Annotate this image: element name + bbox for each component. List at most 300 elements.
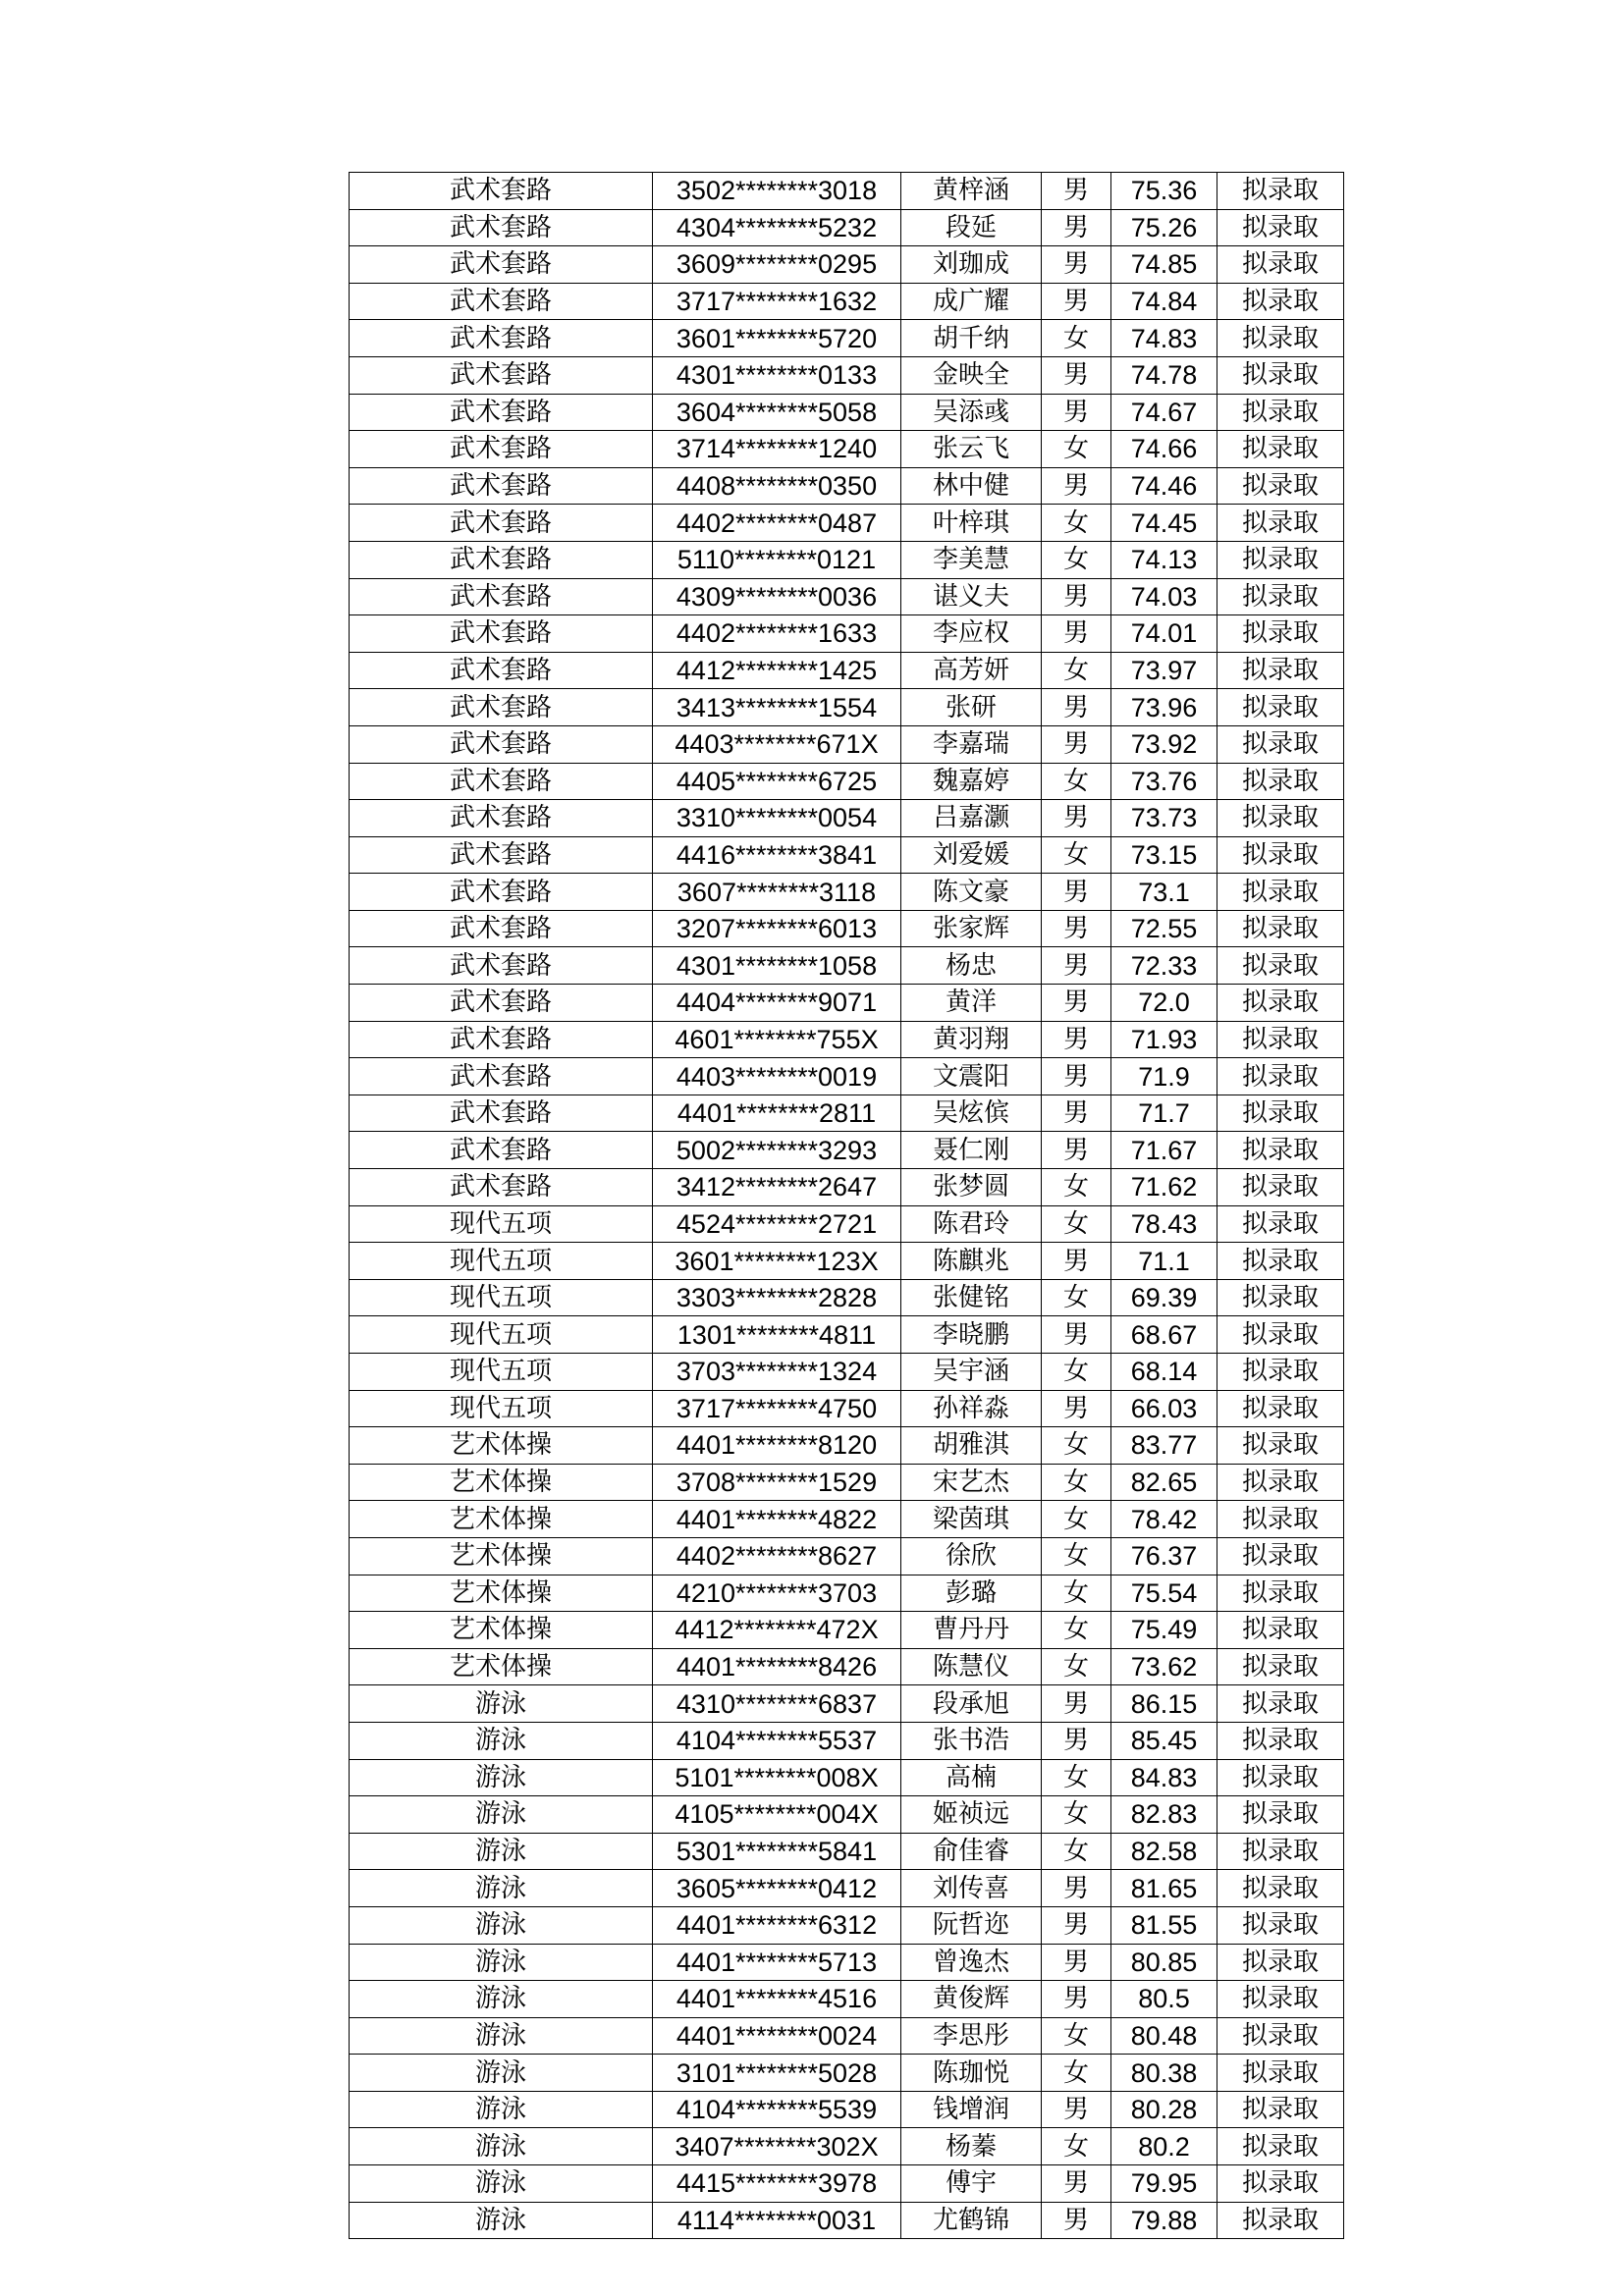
score-cell: 74.03 — [1111, 578, 1217, 615]
student-name-cell: 尤鹤锦 — [901, 2202, 1042, 2239]
sport-cell: 武术套路 — [350, 1058, 653, 1095]
gender-cell: 男 — [1042, 246, 1111, 284]
id-number-cell: 3207********6013 — [653, 910, 901, 947]
sport-cell: 游泳 — [350, 1759, 653, 1796]
result-cell: 拟录取 — [1217, 836, 1344, 874]
gender-cell: 女 — [1042, 1464, 1111, 1501]
score-cell: 80.2 — [1111, 2128, 1217, 2165]
sport-cell: 游泳 — [350, 1906, 653, 1944]
student-name-cell: 陈君玲 — [901, 1205, 1042, 1243]
id-number-cell: 4415********3978 — [653, 2165, 901, 2203]
id-number-cell: 4402********1633 — [653, 615, 901, 653]
result-cell: 拟录取 — [1217, 763, 1344, 800]
student-name-cell: 姬祯远 — [901, 1796, 1042, 1834]
result-cell: 拟录取 — [1217, 246, 1344, 284]
table-row — [350, 1464, 1344, 1501]
score-cell: 71.7 — [1111, 1095, 1217, 1132]
sport-cell: 武术套路 — [350, 1021, 653, 1058]
score-cell: 73.1 — [1111, 874, 1217, 911]
student-name-cell: 黄俊辉 — [901, 1981, 1042, 2018]
score-cell: 71.9 — [1111, 1058, 1217, 1095]
student-name-cell: 陈麒兆 — [901, 1243, 1042, 1280]
student-name-cell: 吴添彧 — [901, 394, 1042, 431]
score-cell: 73.97 — [1111, 652, 1217, 689]
student-name-cell: 胡千纳 — [901, 320, 1042, 357]
score-cell: 74.01 — [1111, 615, 1217, 653]
score-cell: 73.96 — [1111, 689, 1217, 726]
id-number-cell: 3717********4750 — [653, 1390, 901, 1427]
sport-cell: 游泳 — [350, 2202, 653, 2239]
table-row — [350, 1095, 1344, 1132]
sport-cell: 武术套路 — [350, 800, 653, 837]
student-name-cell: 李嘉瑞 — [901, 725, 1042, 763]
table-row — [350, 1759, 1344, 1796]
sport-cell: 武术套路 — [350, 431, 653, 468]
sport-cell: 武术套路 — [350, 246, 653, 284]
gender-cell: 女 — [1042, 541, 1111, 578]
table-row — [350, 1390, 1344, 1427]
gender-cell: 男 — [1042, 1243, 1111, 1280]
student-name-cell: 黄梓涵 — [901, 173, 1042, 210]
student-name-cell: 李应权 — [901, 615, 1042, 653]
result-cell: 拟录取 — [1217, 689, 1344, 726]
table-row — [350, 652, 1344, 689]
student-name-cell: 杨蓁 — [901, 2128, 1042, 2165]
score-cell: 72.55 — [1111, 910, 1217, 947]
gender-cell: 女 — [1042, 2128, 1111, 2165]
table-row — [350, 1981, 1344, 2018]
id-number-cell: 4408********0350 — [653, 467, 901, 505]
result-cell: 拟录取 — [1217, 725, 1344, 763]
student-name-cell: 徐欣 — [901, 1537, 1042, 1575]
student-name-cell: 曾逸杰 — [901, 1944, 1042, 1981]
student-name-cell: 成广耀 — [901, 283, 1042, 320]
score-cell: 72.33 — [1111, 947, 1217, 985]
table-row — [350, 1796, 1344, 1834]
result-cell: 拟录取 — [1217, 1906, 1344, 1944]
gender-cell: 女 — [1042, 1501, 1111, 1538]
id-number-cell: 4309********0036 — [653, 578, 901, 615]
score-cell: 68.14 — [1111, 1354, 1217, 1391]
sport-cell: 艺术体操 — [350, 1648, 653, 1685]
student-name-cell: 陈文豪 — [901, 874, 1042, 911]
score-cell: 68.67 — [1111, 1316, 1217, 1354]
student-name-cell: 吕嘉灏 — [901, 800, 1042, 837]
score-cell: 83.77 — [1111, 1427, 1217, 1465]
gender-cell: 女 — [1042, 505, 1111, 542]
student-name-cell: 李美慧 — [901, 541, 1042, 578]
student-name-cell: 刘传喜 — [901, 1870, 1042, 1907]
student-name-cell: 刘爱媛 — [901, 836, 1042, 874]
result-cell: 拟录取 — [1217, 1354, 1344, 1391]
result-cell: 拟录取 — [1217, 1427, 1344, 1465]
sport-cell: 武术套路 — [350, 615, 653, 653]
id-number-cell: 3714********1240 — [653, 431, 901, 468]
student-name-cell: 陈慧仪 — [901, 1648, 1042, 1685]
result-cell: 拟录取 — [1217, 985, 1344, 1022]
sport-cell: 游泳 — [350, 1870, 653, 1907]
student-name-cell: 黄羽翔 — [901, 1021, 1042, 1058]
id-number-cell: 5301********5841 — [653, 1833, 901, 1870]
gender-cell: 男 — [1042, 1685, 1111, 1723]
id-number-cell: 5002********3293 — [653, 1132, 901, 1169]
student-name-cell: 魏嘉婷 — [901, 763, 1042, 800]
student-name-cell: 文震阳 — [901, 1058, 1042, 1095]
gender-cell: 男 — [1042, 1981, 1111, 2018]
gender-cell: 男 — [1042, 1722, 1111, 1759]
id-number-cell: 4405********6725 — [653, 763, 901, 800]
score-cell: 76.37 — [1111, 1537, 1217, 1575]
sport-cell: 武术套路 — [350, 1169, 653, 1206]
table-row — [350, 910, 1344, 947]
score-cell: 79.88 — [1111, 2202, 1217, 2239]
student-name-cell: 张研 — [901, 689, 1042, 726]
student-name-cell: 谌义夫 — [901, 578, 1042, 615]
table-row — [350, 1870, 1344, 1907]
result-cell: 拟录取 — [1217, 947, 1344, 985]
result-cell: 拟录取 — [1217, 1501, 1344, 1538]
sport-cell: 艺术体操 — [350, 1612, 653, 1649]
result-cell: 拟录取 — [1217, 910, 1344, 947]
sport-cell: 游泳 — [350, 2091, 653, 2128]
gender-cell: 男 — [1042, 2091, 1111, 2128]
sport-cell: 武术套路 — [350, 505, 653, 542]
gender-cell: 男 — [1042, 394, 1111, 431]
student-name-cell: 曹丹丹 — [901, 1612, 1042, 1649]
student-name-cell: 段延 — [901, 209, 1042, 246]
id-number-cell: 4301********0133 — [653, 356, 901, 394]
table-row — [350, 505, 1344, 542]
sport-cell: 游泳 — [350, 1833, 653, 1870]
score-cell: 75.36 — [1111, 173, 1217, 210]
sport-cell: 现代五项 — [350, 1205, 653, 1243]
student-name-cell: 俞佳睿 — [901, 1833, 1042, 1870]
result-cell: 拟录取 — [1217, 1944, 1344, 1981]
score-cell: 71.67 — [1111, 1132, 1217, 1169]
id-number-cell: 4601********755X — [653, 1021, 901, 1058]
id-number-cell: 3607********3118 — [653, 874, 901, 911]
id-number-cell: 4310********6837 — [653, 1685, 901, 1723]
id-number-cell: 3413********1554 — [653, 689, 901, 726]
gender-cell: 男 — [1042, 209, 1111, 246]
score-cell: 82.58 — [1111, 1833, 1217, 1870]
student-name-cell: 张家辉 — [901, 910, 1042, 947]
sport-cell: 武术套路 — [350, 283, 653, 320]
result-cell: 拟录取 — [1217, 1648, 1344, 1685]
table-row — [350, 173, 1344, 210]
result-cell: 拟录取 — [1217, 1870, 1344, 1907]
result-cell: 拟录取 — [1217, 467, 1344, 505]
id-number-cell: 4114********0031 — [653, 2202, 901, 2239]
id-number-cell: 4401********8426 — [653, 1648, 901, 1685]
id-number-cell: 3101********5028 — [653, 2055, 901, 2092]
student-name-cell: 吴炫傧 — [901, 1095, 1042, 1132]
id-number-cell: 4412********1425 — [653, 652, 901, 689]
student-name-cell: 张云飞 — [901, 431, 1042, 468]
student-name-cell: 吴宇涵 — [901, 1354, 1042, 1391]
gender-cell: 男 — [1042, 947, 1111, 985]
table-row — [350, 689, 1344, 726]
result-cell: 拟录取 — [1217, 1537, 1344, 1575]
sport-cell: 武术套路 — [350, 1095, 653, 1132]
score-cell: 75.54 — [1111, 1575, 1217, 1612]
table-row — [350, 1906, 1344, 1944]
id-number-cell: 3407********302X — [653, 2128, 901, 2165]
gender-cell: 男 — [1042, 725, 1111, 763]
gender-cell: 男 — [1042, 2202, 1111, 2239]
gender-cell: 男 — [1042, 1132, 1111, 1169]
score-cell: 74.13 — [1111, 541, 1217, 578]
table-row — [350, 541, 1344, 578]
score-cell: 74.78 — [1111, 356, 1217, 394]
sport-cell: 游泳 — [350, 1981, 653, 2018]
score-cell: 86.15 — [1111, 1685, 1217, 1723]
score-cell: 66.03 — [1111, 1390, 1217, 1427]
sport-cell: 武术套路 — [350, 763, 653, 800]
sport-cell: 现代五项 — [350, 1354, 653, 1391]
table-row — [350, 1944, 1344, 1981]
student-name-cell: 黄洋 — [901, 985, 1042, 1022]
gender-cell: 女 — [1042, 836, 1111, 874]
sport-cell: 艺术体操 — [350, 1464, 653, 1501]
sport-cell: 艺术体操 — [350, 1427, 653, 1465]
gender-cell: 男 — [1042, 173, 1111, 210]
student-name-cell: 孙祥淼 — [901, 1390, 1042, 1427]
table-row — [350, 1575, 1344, 1612]
sport-cell: 游泳 — [350, 2165, 653, 2203]
result-cell: 拟录取 — [1217, 173, 1344, 210]
gender-cell: 女 — [1042, 2017, 1111, 2055]
table-row — [350, 947, 1344, 985]
score-cell: 71.93 — [1111, 1021, 1217, 1058]
score-cell: 85.45 — [1111, 1722, 1217, 1759]
result-cell: 拟录取 — [1217, 1390, 1344, 1427]
result-cell: 拟录取 — [1217, 1981, 1344, 2018]
score-cell: 80.38 — [1111, 2055, 1217, 2092]
table-row — [350, 283, 1344, 320]
id-number-cell: 3604********5058 — [653, 394, 901, 431]
gender-cell: 男 — [1042, 1021, 1111, 1058]
result-cell: 拟录取 — [1217, 874, 1344, 911]
table-row — [350, 246, 1344, 284]
score-cell: 69.39 — [1111, 1279, 1217, 1316]
sport-cell: 现代五项 — [350, 1243, 653, 1280]
student-name-cell: 陈珈悦 — [901, 2055, 1042, 2092]
gender-cell: 男 — [1042, 910, 1111, 947]
score-cell: 71.1 — [1111, 1243, 1217, 1280]
id-number-cell: 3605********0412 — [653, 1870, 901, 1907]
table-row — [350, 1021, 1344, 1058]
gender-cell: 男 — [1042, 1316, 1111, 1354]
table-body — [350, 173, 1344, 2239]
id-number-cell: 4301********1058 — [653, 947, 901, 985]
sport-cell: 武术套路 — [350, 209, 653, 246]
sport-cell: 艺术体操 — [350, 1537, 653, 1575]
table-row — [350, 1501, 1344, 1538]
table-row — [350, 874, 1344, 911]
result-cell: 拟录取 — [1217, 2165, 1344, 2203]
sport-cell: 武术套路 — [350, 356, 653, 394]
id-number-cell: 4210********3703 — [653, 1575, 901, 1612]
table-row — [350, 2017, 1344, 2055]
table-row — [350, 431, 1344, 468]
gender-cell: 女 — [1042, 1612, 1111, 1649]
gender-cell: 女 — [1042, 1205, 1111, 1243]
id-number-cell: 4401********4822 — [653, 1501, 901, 1538]
score-cell: 75.49 — [1111, 1612, 1217, 1649]
student-name-cell: 傅宇 — [901, 2165, 1042, 2203]
result-cell: 拟录取 — [1217, 431, 1344, 468]
sport-cell: 武术套路 — [350, 874, 653, 911]
id-number-cell: 3412********2647 — [653, 1169, 901, 1206]
gender-cell: 女 — [1042, 763, 1111, 800]
student-name-cell: 宋艺杰 — [901, 1464, 1042, 1501]
result-cell: 拟录取 — [1217, 800, 1344, 837]
result-cell: 拟录取 — [1217, 1575, 1344, 1612]
admission-list-table — [349, 172, 1344, 2239]
id-number-cell: 4304********5232 — [653, 209, 901, 246]
student-name-cell: 张健铭 — [901, 1279, 1042, 1316]
score-cell: 73.15 — [1111, 836, 1217, 874]
table-row — [350, 209, 1344, 246]
table-row — [350, 800, 1344, 837]
id-number-cell: 4401********6312 — [653, 1906, 901, 1944]
id-number-cell: 3303********2828 — [653, 1279, 901, 1316]
id-number-cell: 4524********2721 — [653, 1205, 901, 1243]
id-number-cell: 1301********4811 — [653, 1316, 901, 1354]
student-name-cell: 胡雅淇 — [901, 1427, 1042, 1465]
result-cell: 拟录取 — [1217, 2017, 1344, 2055]
result-cell: 拟录取 — [1217, 1243, 1344, 1280]
student-name-cell: 刘珈成 — [901, 246, 1042, 284]
table-row — [350, 725, 1344, 763]
student-name-cell: 李思彤 — [901, 2017, 1042, 2055]
table-row — [350, 1132, 1344, 1169]
id-number-cell: 4403********0019 — [653, 1058, 901, 1095]
id-number-cell: 3502********3018 — [653, 173, 901, 210]
score-cell: 80.28 — [1111, 2091, 1217, 2128]
id-number-cell: 4402********0487 — [653, 505, 901, 542]
id-number-cell: 4401********5713 — [653, 1944, 901, 1981]
sport-cell: 武术套路 — [350, 394, 653, 431]
gender-cell: 男 — [1042, 467, 1111, 505]
result-cell: 拟录取 — [1217, 1058, 1344, 1095]
result-cell: 拟录取 — [1217, 283, 1344, 320]
result-cell: 拟录取 — [1217, 2128, 1344, 2165]
result-cell: 拟录取 — [1217, 356, 1344, 394]
gender-cell: 女 — [1042, 1537, 1111, 1575]
gender-cell: 女 — [1042, 652, 1111, 689]
student-name-cell: 段承旭 — [901, 1685, 1042, 1723]
gender-cell: 女 — [1042, 1833, 1111, 1870]
table-row — [350, 1427, 1344, 1465]
result-cell: 拟录取 — [1217, 2091, 1344, 2128]
result-cell: 拟录取 — [1217, 1316, 1344, 1354]
table-row — [350, 1279, 1344, 1316]
id-number-cell: 3717********1632 — [653, 283, 901, 320]
score-cell: 80.48 — [1111, 2017, 1217, 2055]
result-cell: 拟录取 — [1217, 1759, 1344, 1796]
table-row — [350, 1205, 1344, 1243]
score-cell: 74.83 — [1111, 320, 1217, 357]
score-cell: 84.83 — [1111, 1759, 1217, 1796]
student-name-cell: 张梦圆 — [901, 1169, 1042, 1206]
score-cell: 74.85 — [1111, 246, 1217, 284]
table-row — [350, 394, 1344, 431]
gender-cell: 女 — [1042, 320, 1111, 357]
student-name-cell: 钱增润 — [901, 2091, 1042, 2128]
result-cell: 拟录取 — [1217, 1685, 1344, 1723]
table-row — [350, 1169, 1344, 1206]
sport-cell: 艺术体操 — [350, 1501, 653, 1538]
score-cell: 74.84 — [1111, 283, 1217, 320]
sport-cell: 武术套路 — [350, 652, 653, 689]
table-row — [350, 467, 1344, 505]
gender-cell: 男 — [1042, 356, 1111, 394]
score-cell: 74.45 — [1111, 505, 1217, 542]
score-cell: 79.95 — [1111, 2165, 1217, 2203]
result-cell: 拟录取 — [1217, 2202, 1344, 2239]
id-number-cell: 4104********5537 — [653, 1722, 901, 1759]
gender-cell: 女 — [1042, 1427, 1111, 1465]
sport-cell: 武术套路 — [350, 1132, 653, 1169]
score-cell: 74.66 — [1111, 431, 1217, 468]
sport-cell: 武术套路 — [350, 467, 653, 505]
id-number-cell: 3703********1324 — [653, 1354, 901, 1391]
sport-cell: 现代五项 — [350, 1279, 653, 1316]
sport-cell: 武术套路 — [350, 947, 653, 985]
table-row — [350, 2055, 1344, 2092]
sport-cell: 现代五项 — [350, 1390, 653, 1427]
student-name-cell: 彭璐 — [901, 1575, 1042, 1612]
table-row — [350, 2128, 1344, 2165]
sport-cell: 武术套路 — [350, 173, 653, 210]
gender-cell: 男 — [1042, 578, 1111, 615]
sport-cell: 艺术体操 — [350, 1575, 653, 1612]
gender-cell: 女 — [1042, 1354, 1111, 1391]
result-cell: 拟录取 — [1217, 1169, 1344, 1206]
student-name-cell: 李晓鹏 — [901, 1316, 1042, 1354]
gender-cell: 男 — [1042, 1095, 1111, 1132]
score-cell: 73.76 — [1111, 763, 1217, 800]
gender-cell: 男 — [1042, 1058, 1111, 1095]
table-row — [350, 763, 1344, 800]
table-row — [350, 320, 1344, 357]
table-row — [350, 2091, 1344, 2128]
id-number-cell: 4401********4516 — [653, 1981, 901, 2018]
result-cell: 拟录取 — [1217, 394, 1344, 431]
result-cell: 拟录取 — [1217, 209, 1344, 246]
score-cell: 73.73 — [1111, 800, 1217, 837]
result-cell: 拟录取 — [1217, 541, 1344, 578]
id-number-cell: 4404********9071 — [653, 985, 901, 1022]
gender-cell: 男 — [1042, 985, 1111, 1022]
score-cell: 80.5 — [1111, 1981, 1217, 2018]
gender-cell: 男 — [1042, 1906, 1111, 1944]
score-cell: 71.62 — [1111, 1169, 1217, 1206]
gender-cell: 女 — [1042, 1575, 1111, 1612]
id-number-cell: 4105********004X — [653, 1796, 901, 1834]
sport-cell: 游泳 — [350, 2017, 653, 2055]
sport-cell: 武术套路 — [350, 320, 653, 357]
result-cell: 拟录取 — [1217, 1796, 1344, 1834]
id-number-cell: 5110********0121 — [653, 541, 901, 578]
result-cell: 拟录取 — [1217, 1095, 1344, 1132]
table-row — [350, 1648, 1344, 1685]
student-name-cell: 杨忠 — [901, 947, 1042, 985]
sport-cell: 武术套路 — [350, 985, 653, 1022]
gender-cell: 男 — [1042, 800, 1111, 837]
